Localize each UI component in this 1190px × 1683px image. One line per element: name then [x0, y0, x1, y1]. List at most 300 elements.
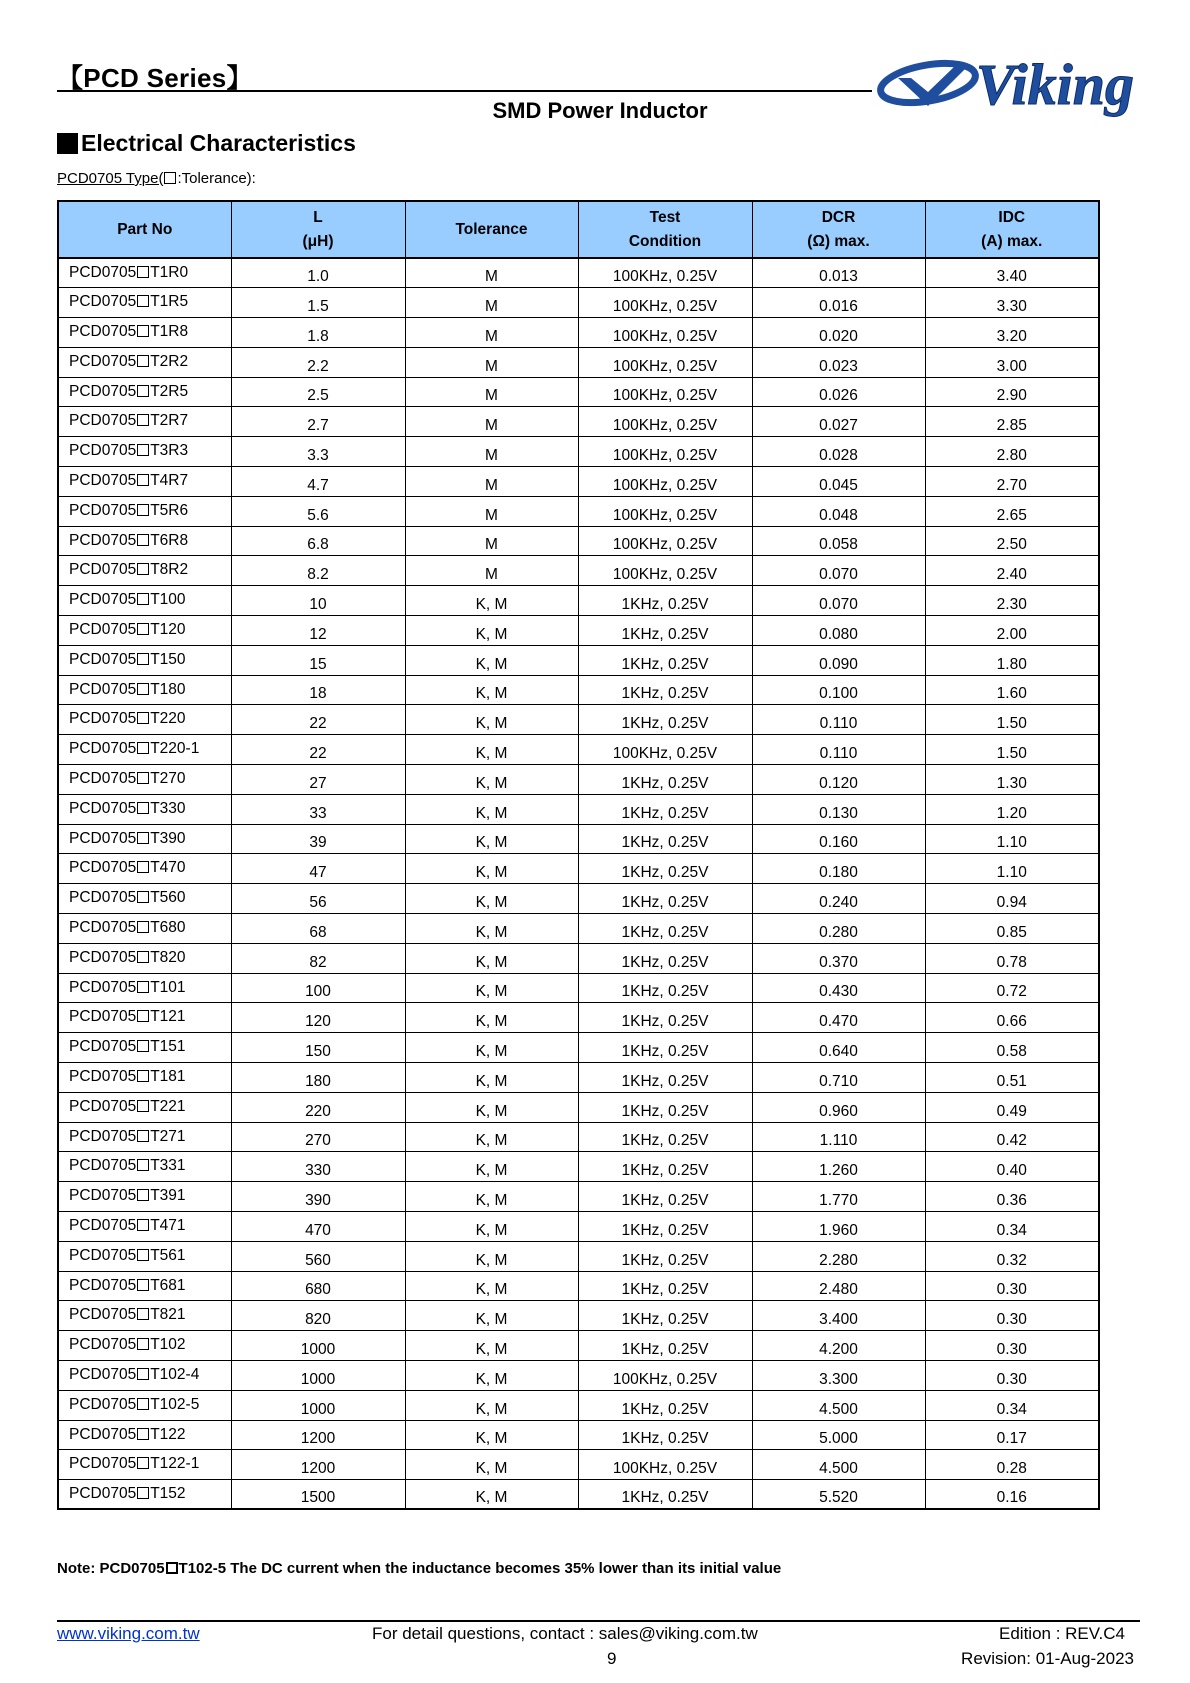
table-row: [58, 1331, 1099, 1361]
cell-idc: 0.94: [925, 884, 1099, 914]
cell-dcr: 0.110: [752, 735, 925, 765]
cell-test-condition: 1KHz, 0.25V: [578, 1212, 752, 1242]
cell-test-condition: 100KHz, 0.25V: [578, 407, 752, 437]
cell-inductance: 180: [231, 1063, 405, 1093]
cell-idc: 0.30: [925, 1271, 1099, 1301]
cell-idc: 1.10: [925, 824, 1099, 854]
cell-part-no: PCD0705 T330: [58, 794, 231, 824]
footer-rule: [57, 1620, 1140, 1622]
table-row: [58, 854, 1099, 884]
placeholder-box-icon: [137, 385, 149, 397]
cell-dcr: 0.640: [752, 1033, 925, 1063]
table-row: [58, 1301, 1099, 1331]
cell-dcr: 0.960: [752, 1092, 925, 1122]
placeholder-box-icon: [137, 772, 149, 784]
cell-idc: 3.30: [925, 288, 1099, 318]
placeholder-box-icon: [137, 742, 149, 754]
placeholder-box-icon: [164, 172, 176, 184]
cell-tolerance: K, M: [405, 914, 578, 944]
cell-inductance: 18: [231, 675, 405, 705]
col-test-condition: Test Condition: [578, 201, 752, 258]
cell-tolerance: K, M: [405, 1003, 578, 1033]
cell-idc: 2.70: [925, 467, 1099, 497]
table-row: [58, 616, 1099, 646]
cell-part-no: PCD0705 T220: [58, 705, 231, 735]
cell-part-no: PCD0705 T331: [58, 1152, 231, 1182]
table-row: [58, 407, 1099, 437]
col-dcr: DCR (Ω) max.: [752, 201, 925, 258]
cell-part-no: PCD0705 T220-1: [58, 735, 231, 765]
table-row: [58, 586, 1099, 616]
cell-dcr: 0.026: [752, 377, 925, 407]
cell-test-condition: 100KHz, 0.25V: [578, 318, 752, 348]
cell-tolerance: K, M: [405, 1331, 578, 1361]
col-idc: IDC (A) max.: [925, 201, 1099, 258]
cell-dcr: 2.480: [752, 1271, 925, 1301]
cell-tolerance: M: [405, 318, 578, 348]
cell-inductance: 22: [231, 735, 405, 765]
cell-part-no: PCD0705 T6R8: [58, 526, 231, 556]
placeholder-box-icon: [166, 1562, 178, 1574]
cell-test-condition: 1KHz, 0.25V: [578, 705, 752, 735]
table-body: [58, 258, 1099, 1509]
cell-inductance: 820: [231, 1301, 405, 1331]
cell-inductance: 1.8: [231, 318, 405, 348]
cell-inductance: 39: [231, 824, 405, 854]
placeholder-box-icon: [137, 1159, 149, 1171]
cell-dcr: 0.430: [752, 973, 925, 1003]
placeholder-box-icon: [137, 1279, 149, 1291]
cell-idc: 2.85: [925, 407, 1099, 437]
placeholder-box-icon: [137, 712, 149, 724]
cell-inductance: 10: [231, 586, 405, 616]
footer-contact: For detail questions, contact : sales@viking.com.tw: [372, 1624, 758, 1643]
cell-inductance: 120: [231, 1003, 405, 1033]
cell-idc: 2.65: [925, 496, 1099, 526]
cell-inductance: 220: [231, 1092, 405, 1122]
cell-inductance: 12: [231, 616, 405, 646]
cell-inductance: 33: [231, 794, 405, 824]
placeholder-box-icon: [137, 1219, 149, 1231]
placeholder-box-icon: [137, 1368, 149, 1380]
table-row: [58, 526, 1099, 556]
cell-inductance: 82: [231, 943, 405, 973]
cell-tolerance: K, M: [405, 943, 578, 973]
cell-tolerance: K, M: [405, 1271, 578, 1301]
cell-tolerance: K, M: [405, 824, 578, 854]
cell-inductance: 100: [231, 973, 405, 1003]
placeholder-box-icon: [137, 355, 149, 367]
cell-part-no: PCD0705 T561: [58, 1241, 231, 1271]
cell-idc: 0.34: [925, 1212, 1099, 1242]
cell-idc: 1.30: [925, 765, 1099, 795]
cell-part-no: PCD0705 T100: [58, 586, 231, 616]
cell-test-condition: 1KHz, 0.25V: [578, 1152, 752, 1182]
cell-part-no: PCD0705 T102-5: [58, 1390, 231, 1420]
cell-inductance: 1200: [231, 1420, 405, 1450]
cell-part-no: PCD0705 T122: [58, 1420, 231, 1450]
cell-idc: 1.20: [925, 794, 1099, 824]
cell-tolerance: K, M: [405, 1480, 578, 1510]
cell-part-no: PCD0705 T470: [58, 854, 231, 884]
cell-dcr: 1.960: [752, 1212, 925, 1242]
cell-test-condition: 1KHz, 0.25V: [578, 586, 752, 616]
cell-dcr: 3.400: [752, 1301, 925, 1331]
cell-test-condition: 1KHz, 0.25V: [578, 794, 752, 824]
cell-test-condition: 100KHz, 0.25V: [578, 437, 752, 467]
cell-dcr: 4.200: [752, 1331, 925, 1361]
cell-part-no: PCD0705 T8R2: [58, 556, 231, 586]
table-row: [58, 794, 1099, 824]
table-row: [58, 467, 1099, 497]
placeholder-box-icon: [137, 1308, 149, 1320]
cell-inductance: 470: [231, 1212, 405, 1242]
cell-test-condition: 1KHz, 0.25V: [578, 1331, 752, 1361]
cell-dcr: 0.710: [752, 1063, 925, 1093]
placeholder-box-icon: [137, 1398, 149, 1410]
subtitle: SMD Power Inductor: [492, 98, 708, 123]
cell-inductance: 6.8: [231, 526, 405, 556]
cell-tolerance: K, M: [405, 645, 578, 675]
cell-test-condition: 100KHz, 0.25V: [578, 467, 752, 497]
cell-tolerance: M: [405, 258, 578, 288]
table-row: [58, 1241, 1099, 1271]
cell-test-condition: 100KHz, 0.25V: [578, 258, 752, 288]
cell-dcr: 0.070: [752, 556, 925, 586]
cell-inductance: 2.7: [231, 407, 405, 437]
cell-idc: 1.60: [925, 675, 1099, 705]
placeholder-box-icon: [137, 266, 149, 278]
cell-inductance: 22: [231, 705, 405, 735]
table-row: [58, 258, 1099, 288]
electrical-characteristics-table: [57, 200, 1100, 1510]
cell-part-no: PCD0705 T681: [58, 1271, 231, 1301]
cell-idc: 0.42: [925, 1122, 1099, 1152]
cell-idc: 3.20: [925, 318, 1099, 348]
cell-test-condition: 1KHz, 0.25V: [578, 1003, 752, 1033]
cell-inductance: 5.6: [231, 496, 405, 526]
table-row: [58, 437, 1099, 467]
cell-idc: 0.30: [925, 1301, 1099, 1331]
cell-inductance: 560: [231, 1241, 405, 1271]
cell-idc: 2.00: [925, 616, 1099, 646]
cell-dcr: 0.100: [752, 675, 925, 705]
cell-idc: 0.72: [925, 973, 1099, 1003]
cell-test-condition: 1KHz, 0.25V: [578, 1271, 752, 1301]
cell-tolerance: M: [405, 556, 578, 586]
cell-dcr: 0.470: [752, 1003, 925, 1033]
cell-inductance: 56: [231, 884, 405, 914]
col-inductance: L (μH): [231, 201, 405, 258]
placeholder-box-icon: [137, 295, 149, 307]
placeholder-box-icon: [137, 1338, 149, 1350]
cell-tolerance: K, M: [405, 1182, 578, 1212]
placeholder-box-icon: [137, 1100, 149, 1112]
cell-idc: 1.80: [925, 645, 1099, 675]
cell-inductance: 1000: [231, 1360, 405, 1390]
cell-dcr: 0.058: [752, 526, 925, 556]
table-row: [58, 496, 1099, 526]
cell-part-no: PCD0705 T821: [58, 1301, 231, 1331]
cell-tolerance: M: [405, 437, 578, 467]
cell-idc: 0.28: [925, 1450, 1099, 1480]
cell-idc: 0.32: [925, 1241, 1099, 1271]
cell-inductance: 47: [231, 854, 405, 884]
cell-dcr: 0.016: [752, 288, 925, 318]
cell-test-condition: 1KHz, 0.25V: [578, 1122, 752, 1152]
placeholder-box-icon: [137, 474, 149, 486]
placeholder-box-icon: [137, 653, 149, 665]
cell-test-condition: 1KHz, 0.25V: [578, 645, 752, 675]
cell-dcr: 0.028: [752, 437, 925, 467]
cell-dcr: 4.500: [752, 1450, 925, 1480]
cell-idc: 2.90: [925, 377, 1099, 407]
cell-tolerance: K, M: [405, 1390, 578, 1420]
cell-tolerance: M: [405, 288, 578, 318]
cell-part-no: PCD0705 T270: [58, 765, 231, 795]
cell-idc: 2.40: [925, 556, 1099, 586]
cell-tolerance: K, M: [405, 794, 578, 824]
table-row: [58, 884, 1099, 914]
cell-tolerance: M: [405, 467, 578, 497]
placeholder-box-icon: [137, 1428, 149, 1440]
cell-dcr: 0.023: [752, 347, 925, 377]
cell-test-condition: 1KHz, 0.25V: [578, 943, 752, 973]
cell-dcr: 0.280: [752, 914, 925, 944]
cell-test-condition: 1KHz, 0.25V: [578, 824, 752, 854]
cell-idc: 0.66: [925, 1003, 1099, 1033]
cell-idc: 0.34: [925, 1390, 1099, 1420]
cell-dcr: 0.120: [752, 765, 925, 795]
placeholder-box-icon: [137, 593, 149, 605]
cell-part-no: PCD0705 T122-1: [58, 1450, 231, 1480]
cell-test-condition: 100KHz, 0.25V: [578, 526, 752, 556]
table-row: [58, 347, 1099, 377]
table-row: [58, 1033, 1099, 1063]
cell-tolerance: K, M: [405, 765, 578, 795]
cell-tolerance: K, M: [405, 1152, 578, 1182]
cell-test-condition: 1KHz, 0.25V: [578, 1301, 752, 1331]
cell-idc: 0.30: [925, 1360, 1099, 1390]
cell-idc: 0.78: [925, 943, 1099, 973]
table-row: [58, 288, 1099, 318]
cell-part-no: PCD0705 T102: [58, 1331, 231, 1361]
cell-test-condition: 100KHz, 0.25V: [578, 1360, 752, 1390]
cell-test-condition: 100KHz, 0.25V: [578, 735, 752, 765]
cell-inductance: 1000: [231, 1390, 405, 1420]
cell-inductance: 1.0: [231, 258, 405, 288]
placeholder-box-icon: [137, 1487, 149, 1499]
cell-dcr: 0.180: [752, 854, 925, 884]
cell-test-condition: 1KHz, 0.25V: [578, 1480, 752, 1510]
cell-dcr: 0.240: [752, 884, 925, 914]
table-row: [58, 765, 1099, 795]
placeholder-box-icon: [137, 1130, 149, 1142]
table-row: [58, 1122, 1099, 1152]
cell-dcr: 0.160: [752, 824, 925, 854]
cell-dcr: 3.300: [752, 1360, 925, 1390]
cell-tolerance: K, M: [405, 973, 578, 1003]
type-line: PCD0705 Type( :Tolerance):: [57, 170, 256, 187]
cell-test-condition: 100KHz, 0.25V: [578, 556, 752, 586]
placeholder-box-icon: [137, 683, 149, 695]
cell-idc: 0.17: [925, 1420, 1099, 1450]
cell-idc: 0.49: [925, 1092, 1099, 1122]
cell-part-no: PCD0705 T120: [58, 616, 231, 646]
placeholder-box-icon: [137, 563, 149, 575]
cell-test-condition: 1KHz, 0.25V: [578, 675, 752, 705]
cell-inductance: 2.5: [231, 377, 405, 407]
cell-part-no: PCD0705 T101: [58, 973, 231, 1003]
cell-dcr: 5.000: [752, 1420, 925, 1450]
section-title: [57, 130, 356, 157]
cell-dcr: 1.260: [752, 1152, 925, 1182]
cell-part-no: PCD0705 T151: [58, 1033, 231, 1063]
cell-idc: 1.50: [925, 735, 1099, 765]
cell-test-condition: 1KHz, 0.25V: [578, 616, 752, 646]
table-row: [58, 1420, 1099, 1450]
footer-website-link[interactable]: www.viking.com.tw: [57, 1624, 200, 1643]
table-row: [58, 1271, 1099, 1301]
cell-part-no: PCD0705 T390: [58, 824, 231, 854]
cell-inductance: 3.3: [231, 437, 405, 467]
cell-part-no: PCD0705 T5R6: [58, 496, 231, 526]
cell-idc: 1.10: [925, 854, 1099, 884]
cell-test-condition: 1KHz, 0.25V: [578, 1390, 752, 1420]
cell-dcr: 0.048: [752, 496, 925, 526]
table-row: [58, 1003, 1099, 1033]
cell-inductance: 8.2: [231, 556, 405, 586]
cell-part-no: PCD0705 T2R2: [58, 347, 231, 377]
placeholder-box-icon: [137, 921, 149, 933]
cell-idc: 0.51: [925, 1063, 1099, 1093]
footer-edition: Edition : REV.C4: [999, 1624, 1125, 1643]
cell-idc: 1.50: [925, 705, 1099, 735]
cell-part-no: PCD0705 T560: [58, 884, 231, 914]
col-tolerance: Tolerance: [405, 201, 578, 258]
cell-dcr: 2.280: [752, 1241, 925, 1271]
cell-dcr: 1.110: [752, 1122, 925, 1152]
cell-inductance: 270: [231, 1122, 405, 1152]
cell-tolerance: K, M: [405, 735, 578, 765]
cell-idc: 0.16: [925, 1480, 1099, 1510]
cell-idc: 0.40: [925, 1152, 1099, 1182]
cell-test-condition: 1KHz, 0.25V: [578, 1033, 752, 1063]
square-bullet-icon: [57, 133, 78, 154]
cell-inductance: 1500: [231, 1480, 405, 1510]
cell-tolerance: K, M: [405, 1033, 578, 1063]
cell-part-no: PCD0705 T391: [58, 1182, 231, 1212]
table-row: [58, 1480, 1099, 1510]
cell-part-no: PCD0705 T150: [58, 645, 231, 675]
table-row: [58, 556, 1099, 586]
cell-tolerance: K, M: [405, 1301, 578, 1331]
cell-inductance: 1.5: [231, 288, 405, 318]
cell-idc: 0.30: [925, 1331, 1099, 1361]
cell-tolerance: K, M: [405, 705, 578, 735]
cell-idc: 3.00: [925, 347, 1099, 377]
cell-tolerance: K, M: [405, 1092, 578, 1122]
cell-test-condition: 1KHz, 0.25V: [578, 1420, 752, 1450]
table-row: [58, 1092, 1099, 1122]
cell-part-no: PCD0705 T2R5: [58, 377, 231, 407]
cell-inductance: 330: [231, 1152, 405, 1182]
table-row: [58, 645, 1099, 675]
table-row: [58, 1152, 1099, 1182]
cell-dcr: 0.370: [752, 943, 925, 973]
cell-inductance: 150: [231, 1033, 405, 1063]
cell-inductance: 68: [231, 914, 405, 944]
table-row: [58, 735, 1099, 765]
svg-text:Viking: Viking: [976, 52, 1134, 117]
cell-part-no: PCD0705 T221: [58, 1092, 231, 1122]
cell-part-no: PCD0705 T2R7: [58, 407, 231, 437]
type-label: PCD0705 Type: [57, 170, 159, 187]
placeholder-box-icon: [137, 861, 149, 873]
table-row: [58, 1063, 1099, 1093]
note: Note: PCD0705 T102-5 The DC current when the inductance becomes 35% lower than its initial value: [57, 1560, 782, 1577]
footer-revision: Revision: 01-Aug-2023: [961, 1649, 1134, 1668]
cell-dcr: 0.110: [752, 705, 925, 735]
placeholder-box-icon: [137, 1040, 149, 1052]
placeholder-box-icon: [137, 1010, 149, 1022]
cell-tolerance: M: [405, 526, 578, 556]
cell-part-no: PCD0705 T121: [58, 1003, 231, 1033]
cell-test-condition: 100KHz, 0.25V: [578, 496, 752, 526]
cell-idc: 2.30: [925, 586, 1099, 616]
table-row: [58, 824, 1099, 854]
cell-part-no: PCD0705 T181: [58, 1063, 231, 1093]
cell-tolerance: M: [405, 496, 578, 526]
type-suffix: :Tolerance):: [177, 170, 256, 187]
cell-inductance: 15: [231, 645, 405, 675]
cell-test-condition: 1KHz, 0.25V: [578, 914, 752, 944]
cell-test-condition: 1KHz, 0.25V: [578, 1182, 752, 1212]
cell-part-no: PCD0705 T680: [58, 914, 231, 944]
cell-test-condition: 100KHz, 0.25V: [578, 347, 752, 377]
cell-test-condition: 1KHz, 0.25V: [578, 765, 752, 795]
cell-tolerance: K, M: [405, 616, 578, 646]
cell-dcr: 0.027: [752, 407, 925, 437]
cell-part-no: PCD0705 T1R5: [58, 288, 231, 318]
cell-test-condition: 1KHz, 0.25V: [578, 854, 752, 884]
cell-part-no: PCD0705 T3R3: [58, 437, 231, 467]
cell-part-no: PCD0705 T271: [58, 1122, 231, 1152]
placeholder-box-icon: [137, 623, 149, 635]
cell-part-no: PCD0705 T4R7: [58, 467, 231, 497]
series-title: 【PCD Series】: [57, 63, 253, 93]
cell-dcr: 0.020: [752, 318, 925, 348]
cell-tolerance: M: [405, 347, 578, 377]
cell-dcr: 0.045: [752, 467, 925, 497]
placeholder-box-icon: [137, 325, 149, 337]
cell-tolerance: K, M: [405, 1241, 578, 1271]
placeholder-box-icon: [137, 951, 149, 963]
table-row: [58, 318, 1099, 348]
placeholder-box-icon: [137, 832, 149, 844]
cell-inductance: 27: [231, 765, 405, 795]
cell-part-no: PCD0705 T1R0: [58, 258, 231, 288]
cell-test-condition: 100KHz, 0.25V: [578, 377, 752, 407]
table-row: [58, 1212, 1099, 1242]
cell-tolerance: K, M: [405, 586, 578, 616]
col-part-no: Part No: [58, 201, 231, 258]
cell-idc: 0.36: [925, 1182, 1099, 1212]
placeholder-box-icon: [137, 414, 149, 426]
table-row: [58, 943, 1099, 973]
table-row: [58, 1182, 1099, 1212]
table-row: [58, 1360, 1099, 1390]
